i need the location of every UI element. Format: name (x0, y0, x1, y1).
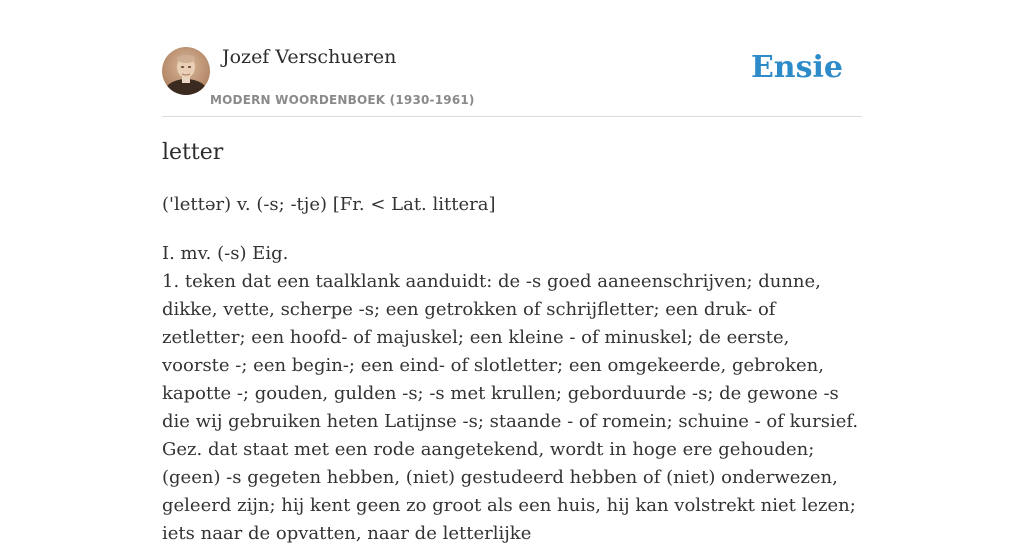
author-portrait-icon[interactable] (162, 47, 210, 95)
entry-definition (162, 240, 862, 548)
entry-pronunciation: ('lettər) v. (-s; -tje) [Fr. < Lat. littera] (162, 194, 496, 215)
sense-heading: I. mv. (-s) Eig. (162, 243, 289, 264)
dictionary-name[interactable]: MODERN WOORDENBOEK (1930-1961) (210, 93, 475, 107)
entry-headword: letter (162, 140, 224, 165)
site-logo[interactable]: Ensie (750, 50, 843, 85)
entry-header (162, 0, 862, 117)
sense-1-text: 1. teken dat een taalklank aanduidt: de -s goed aaneenschrijven; dunne, dikke, vette, scherpe -s; een getrokken of schrijfletter; een druk- of zetletter; een hoofd- of majuskel; een kleine - of minuskel; de eerste, voorste -; een begin-; een eind- of slotletter; een omgekeerde, gebroken, kapotte -; gouden, gulden -s; -s met krullen; geborduurde -s; de gewone -s die wij gebruiken heten Latijnse -s; staande - of romein; schuine - of kursief. Gez. dat staat met een rode aangetekend, wordt in hoge ere gehouden; (geen) -s gegeten hebben, (niet) gestudeerd hebben of (niet) onderwezen, geleerd zijn; hij kent geen zo groot als een huis, hij kan volstrekt niet lezen; iets naar de opvatten, naar de letterlijke (162, 271, 859, 544)
author-name[interactable]: Jozef Verschueren (222, 46, 397, 68)
page-container (162, 0, 862, 544)
author-portrait-image (162, 47, 210, 95)
